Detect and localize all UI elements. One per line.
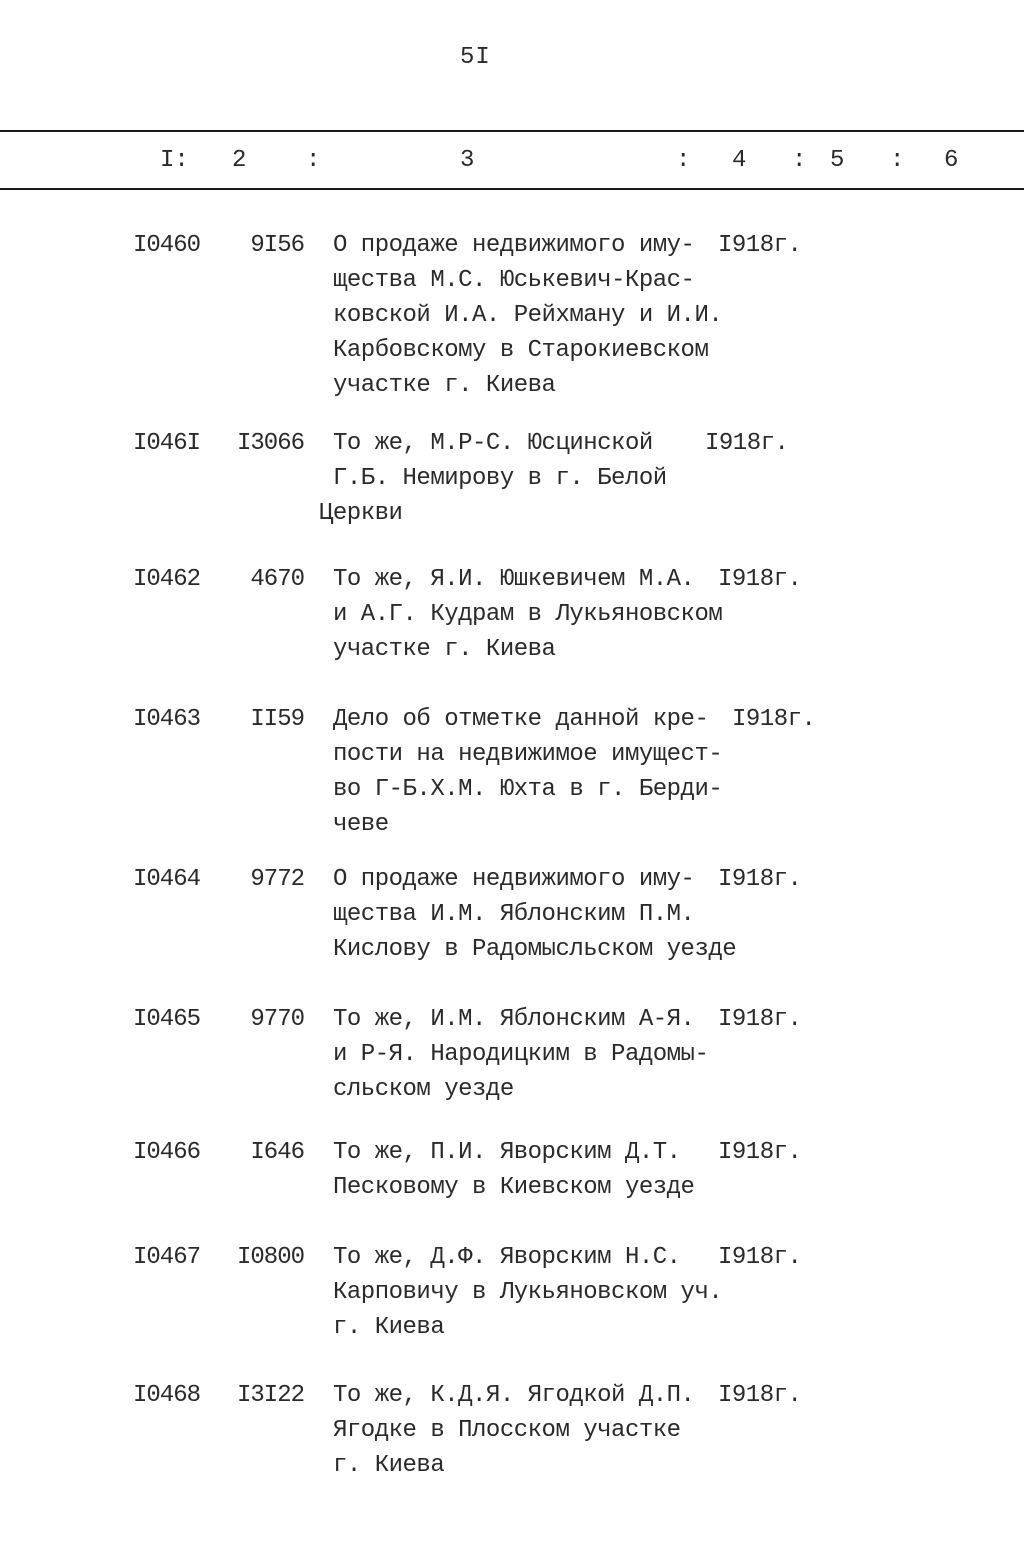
entry-old-code: 9772 — [250, 866, 304, 893]
description-line: Г.Б. Немирову в г. Белой — [333, 465, 667, 492]
column-header-label: : — [890, 147, 905, 174]
entry-description — [333, 1240, 722, 1345]
entry-year: I918г. — [732, 706, 816, 733]
column-header-label: : — [306, 147, 321, 174]
inventory-entry — [0, 1240, 1024, 1345]
description-line: участке г. Киева — [333, 372, 556, 399]
entry-year: I918г. — [718, 1382, 802, 1409]
column-header-label: 3 — [460, 147, 475, 174]
entry-old-code: I646 — [250, 1139, 304, 1166]
inventory-entry — [0, 862, 1024, 967]
entry-year: I918г. — [718, 232, 802, 259]
entry-number: I0466 — [133, 1139, 201, 1166]
entry-number: I0464 — [133, 866, 201, 893]
entry-description — [333, 1135, 694, 1205]
entry-year: I918г. — [718, 1006, 802, 1033]
column-header-label: I: — [160, 147, 189, 174]
inventory-entry — [0, 562, 1024, 667]
page-number: 5I — [460, 44, 491, 71]
entry-number: I0465 — [133, 1006, 201, 1033]
description-line: и А.Г. Кудрам в Лукьяновском — [333, 601, 723, 628]
inventory-entry — [0, 1002, 1024, 1107]
description-line: ковской И.А. Рейхману и И.И. — [333, 302, 723, 329]
entry-description — [333, 1378, 694, 1483]
inventory-entry — [0, 426, 1024, 531]
entry-year: I918г. — [718, 1139, 802, 1166]
column-header-label: : — [676, 147, 691, 174]
entry-number: I046I — [133, 430, 201, 457]
header-top-rule — [0, 130, 1024, 132]
inventory-entry — [0, 1378, 1024, 1483]
column-header-label: 5 — [830, 147, 845, 174]
description-line: г. Киева — [333, 1452, 445, 1479]
description-line: и Р-Я. Народицким в Радомы- — [333, 1041, 709, 1068]
description-line: г. Киева — [333, 1314, 445, 1341]
description-line: То же, И.М. Яблонским А-Я. — [333, 1006, 695, 1033]
column-header-label: : — [792, 147, 807, 174]
entry-old-code: I0800 — [236, 1244, 304, 1271]
entry-number: I0460 — [133, 232, 201, 259]
description-line: чеве — [333, 811, 389, 838]
description-line: Дело об отметке данной кре- — [333, 706, 709, 733]
description-line: щества М.С. Юськевич-Крас- — [333, 267, 695, 294]
entry-description — [333, 702, 722, 842]
entry-old-code: 4670 — [250, 566, 304, 593]
entry-description — [333, 862, 736, 967]
inventory-entry — [0, 1135, 1024, 1205]
description-line: щества И.М. Яблонским П.М. — [333, 901, 695, 928]
entry-description — [333, 1002, 708, 1107]
inventory-entry — [0, 228, 1024, 403]
description-line: То же, М.Р-С. Юсцинской — [333, 430, 653, 457]
description-line: Карповичу в Лукьяновском уч. — [333, 1279, 723, 1306]
entry-year: I918г. — [718, 566, 802, 593]
entry-description — [319, 426, 667, 531]
entry-year: I918г. — [705, 430, 789, 457]
description-line: Карбовскому в Старокиевском — [333, 337, 709, 364]
description-line: То же, К.Д.Я. Ягодкой Д.П. — [333, 1382, 695, 1409]
column-header-label: 6 — [944, 147, 959, 174]
column-header-label: 2 — [232, 147, 247, 174]
entry-number: I0462 — [133, 566, 201, 593]
description-line: То же, П.И. Яворским Д.Т. — [333, 1139, 681, 1166]
entry-number: I0468 — [133, 1382, 201, 1409]
description-line: О продаже недвижимого иму- — [333, 866, 695, 893]
description-line: Ягодке в Плосском участке — [333, 1417, 681, 1444]
description-line: О продаже недвижимого иму- — [333, 232, 695, 259]
description-line: То же, Я.И. Юшкевичем М.А. — [333, 566, 695, 593]
column-header-label: 4 — [732, 147, 747, 174]
entry-old-code: 9I56 — [250, 232, 304, 259]
entry-year: I918г. — [718, 1244, 802, 1271]
entry-description — [333, 228, 722, 403]
entry-old-code: I3I22 — [236, 1382, 304, 1409]
description-line: Церкви — [319, 500, 403, 527]
entry-old-code: 9770 — [250, 1006, 304, 1033]
description-line: участке г. Киева — [333, 636, 556, 663]
description-line: Кислову в Радомысльском уезде — [333, 936, 737, 963]
entry-year: I918г. — [718, 866, 802, 893]
entry-old-code: II59 — [250, 706, 304, 733]
description-line: Песковому в Киевском уезде — [333, 1174, 695, 1201]
inventory-entry — [0, 702, 1024, 842]
entry-number: I0467 — [133, 1244, 201, 1271]
description-line: пости на недвижимое имущест- — [333, 741, 723, 768]
column-header-row — [0, 147, 1024, 179]
description-line: То же, Д.Ф. Яворским Н.С. — [333, 1244, 681, 1271]
header-bottom-rule — [0, 188, 1024, 190]
entry-number: I0463 — [133, 706, 201, 733]
entry-old-code: I3066 — [236, 430, 304, 457]
entry-description — [333, 562, 722, 667]
description-line: во Г-Б.Х.М. Юхта в г. Берди- — [333, 776, 723, 803]
description-line: сльском уезде — [333, 1076, 514, 1103]
